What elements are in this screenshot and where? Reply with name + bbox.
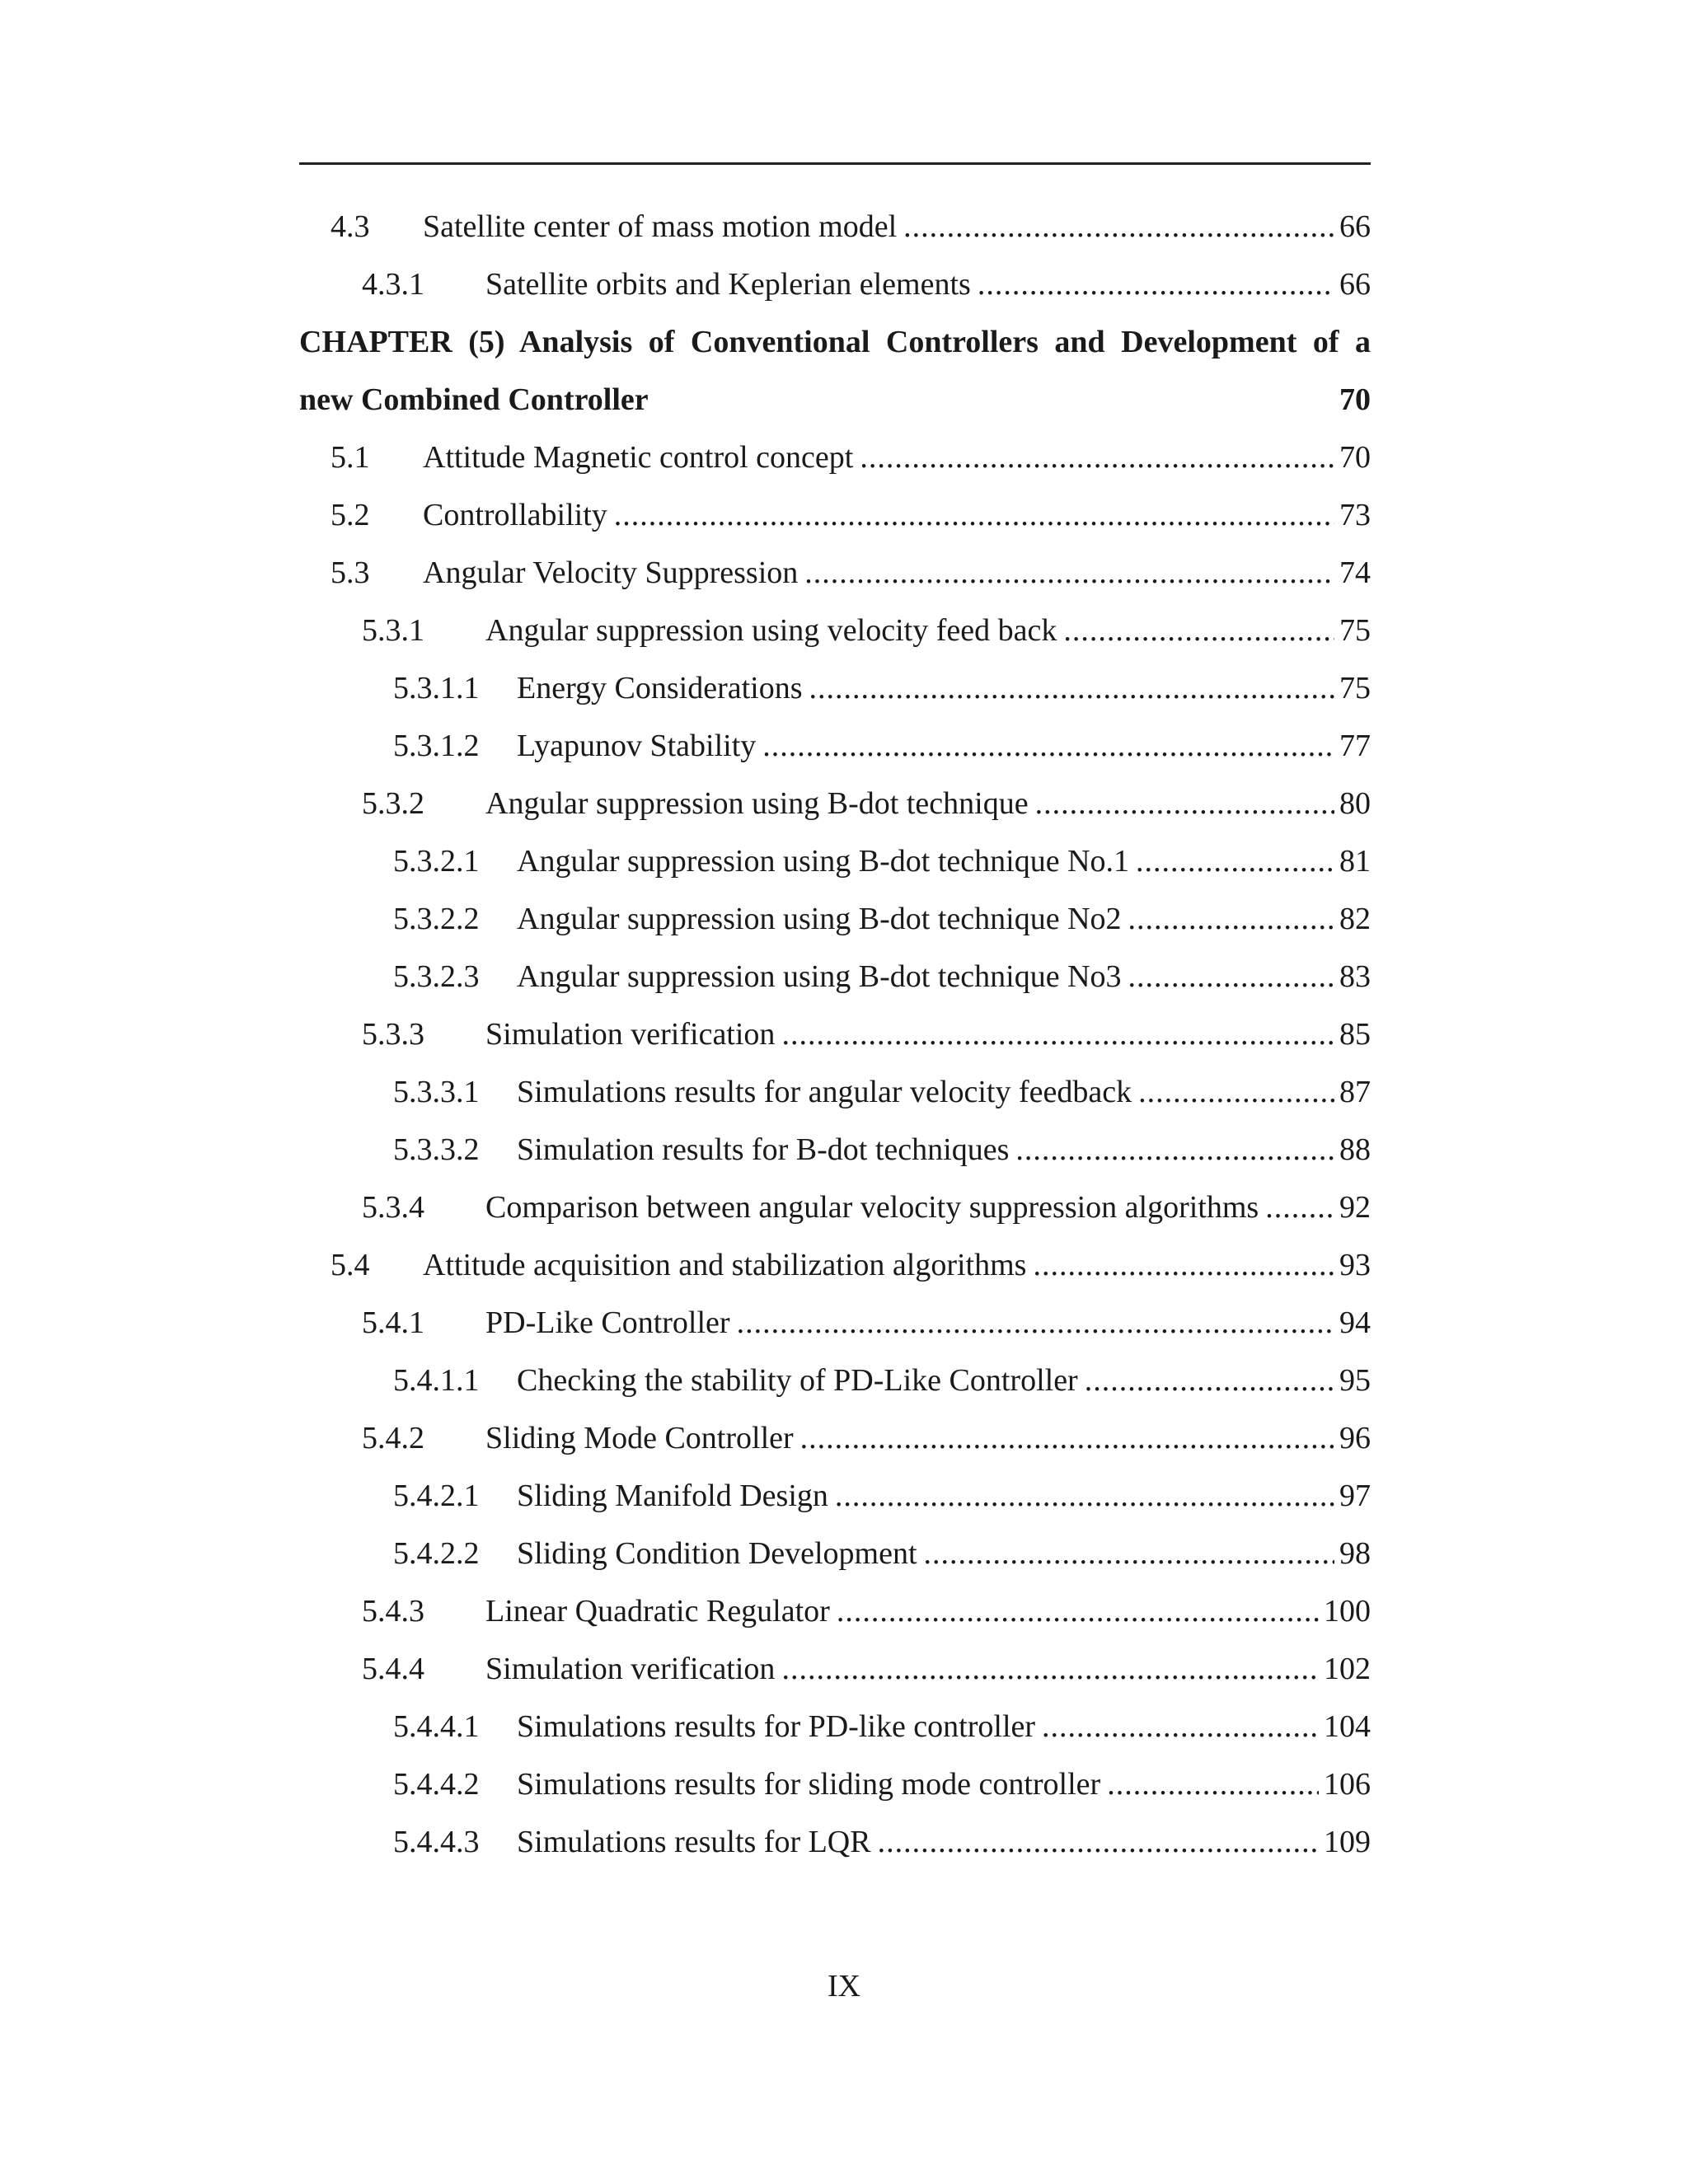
- toc-entry-page: 88: [1339, 1132, 1371, 1167]
- toc-entry-page: 66: [1339, 267, 1371, 302]
- toc-entry[interactable]: [299, 1467, 1371, 1525]
- toc-entry-page: 85: [1339, 1017, 1371, 1052]
- toc-entry-number: 5.4.3: [362, 1594, 424, 1629]
- toc-entry-title: Attitude Magnetic control concept: [423, 440, 854, 475]
- toc-entry[interactable]: [299, 659, 1371, 717]
- header-rule: [299, 162, 1371, 165]
- toc-entry[interactable]: [299, 775, 1371, 832]
- toc-entry[interactable]: [299, 1813, 1371, 1871]
- toc-dot-leader: [837, 1582, 1319, 1640]
- toc-dot-leader: [1136, 832, 1334, 890]
- toc-entry-title: Sliding Manifold Design: [517, 1479, 828, 1513]
- toc-entry-number: 5.3.3: [362, 1017, 424, 1052]
- toc-dot-leader: [1015, 1121, 1334, 1179]
- toc-entry-page: 73: [1339, 498, 1371, 532]
- toc-entry-page: 83: [1339, 959, 1371, 994]
- toc-dot-leader: [1265, 1179, 1334, 1236]
- toc-entry[interactable]: [299, 1352, 1371, 1409]
- toc-entry[interactable]: [299, 198, 1371, 255]
- toc-entry-title: Angular suppression using B-dot technique No.1: [517, 844, 1130, 879]
- toc-dot-leader: [924, 1525, 1334, 1582]
- toc-dot-leader: [1085, 1352, 1334, 1409]
- toc-entry-number: 4.3.1: [362, 267, 424, 302]
- toc-entry[interactable]: [299, 832, 1371, 890]
- toc-entry[interactable]: [299, 1294, 1371, 1352]
- toc-dot-leader: [1035, 775, 1334, 832]
- toc-entry-number: 5.4.1.1: [393, 1363, 480, 1398]
- toc-entry-page: 77: [1339, 729, 1371, 763]
- toc-entry-title: Sliding Condition Development: [517, 1536, 917, 1571]
- chapter-heading-title: new Combined Controller: [299, 382, 649, 417]
- toc-entry-number: 5.4.4.1: [393, 1709, 480, 1744]
- toc-dot-leader: [800, 1409, 1334, 1467]
- toc-entry[interactable]: [299, 544, 1371, 602]
- toc-entry-page: 104: [1324, 1709, 1371, 1744]
- toc-entry-title: Linear Quadratic Regulator: [485, 1594, 830, 1629]
- toc-entry-title: Satellite center of mass motion model: [423, 209, 898, 244]
- toc-entry[interactable]: [299, 717, 1371, 775]
- toc-dot-leader: [804, 544, 1334, 602]
- toc-dot-leader: [781, 1640, 1319, 1698]
- toc-dot-leader: [781, 1005, 1334, 1063]
- toc-entry-number: 5.3.1.1: [393, 671, 480, 705]
- toc-entry[interactable]: [299, 602, 1371, 659]
- toc-entry-number: 5.2: [331, 498, 370, 532]
- toc-dot-leader: [1138, 1063, 1334, 1121]
- toc-entry-number: 5.4.2: [362, 1421, 424, 1455]
- toc-dot-leader: [614, 486, 1334, 544]
- toc-section-chapter-4: [299, 198, 1371, 313]
- toc-entry-page: 93: [1339, 1248, 1371, 1282]
- chapter-heading-line-1: CHAPTER (5) Analysis of Conventional Controllers and Development of a: [299, 325, 1371, 359]
- toc-entry-number: 5.4.2.1: [393, 1479, 480, 1513]
- toc-entry-title: Energy Considerations: [517, 671, 803, 705]
- toc-entry[interactable]: [299, 1236, 1371, 1294]
- toc-entry-title: Checking the stability of PD-Like Controller: [517, 1363, 1078, 1398]
- toc-entry[interactable]: [299, 429, 1371, 486]
- toc-entry-number: 5.1: [331, 440, 370, 475]
- toc-entry-page: 70: [1339, 440, 1371, 475]
- toc-entry-number: 5.3.4: [362, 1190, 424, 1225]
- toc-entry-page: 106: [1324, 1767, 1371, 1802]
- toc-entry-number: 5.3.3.2: [393, 1132, 480, 1167]
- toc-entry-number: 5.3.1: [362, 613, 424, 648]
- toc-entry-page: 75: [1339, 613, 1371, 648]
- toc-entry-title: Angular suppression using B-dot technique: [485, 786, 1029, 821]
- toc-entry-title: Angular suppression using B-dot technique No3: [517, 959, 1122, 994]
- chapter-heading[interactable]: [299, 313, 1371, 429]
- toc-entry-page: 74: [1339, 555, 1371, 590]
- toc-dot-leader: [762, 717, 1334, 775]
- toc-entry-number: 5.4.2.2: [393, 1536, 480, 1571]
- toc-entry-title: PD-Like Controller: [485, 1305, 730, 1340]
- toc-entry-title: Simulation results for B-dot techniques: [517, 1132, 1010, 1167]
- toc-entry-page: 92: [1339, 1190, 1371, 1225]
- chapter-heading-line-2: [299, 371, 1371, 429]
- toc-entry-number: 5.3.2: [362, 786, 424, 821]
- toc-entry[interactable]: [299, 1063, 1371, 1121]
- toc-entry-number: 5.3: [331, 555, 370, 590]
- toc-dot-leader: [1128, 948, 1334, 1005]
- toc-entry-page: 96: [1339, 1421, 1371, 1455]
- toc-entry-page: 98: [1339, 1536, 1371, 1571]
- toc-entry[interactable]: [299, 1179, 1371, 1236]
- toc-entry-page: 95: [1339, 1363, 1371, 1398]
- toc-dot-leader: [835, 1467, 1334, 1525]
- toc-dot-leader: [1128, 890, 1334, 948]
- toc-entry-page: 94: [1339, 1305, 1371, 1340]
- toc-entry-number: 5.3.2.2: [393, 902, 480, 936]
- toc-entry-number: 4.3: [331, 209, 370, 244]
- toc-entry-title: Satellite orbits and Keplerian elements: [485, 267, 971, 302]
- toc-entry[interactable]: [299, 890, 1371, 948]
- toc-entry[interactable]: [299, 1121, 1371, 1179]
- toc-entry[interactable]: [299, 1409, 1371, 1467]
- toc-entry-number: 5.4.1: [362, 1305, 424, 1340]
- toc-entry-number: 5.4.4.2: [393, 1767, 480, 1802]
- toc-entry-title: Simulations results for PD-like controller: [517, 1709, 1036, 1744]
- toc-entry[interactable]: [299, 1582, 1371, 1640]
- toc-entry-number: 5.4.4: [362, 1652, 424, 1686]
- toc-entry-title: Angular suppression using velocity feed back: [485, 613, 1057, 648]
- toc-dot-leader: [1107, 1755, 1319, 1813]
- toc-entry-title: Attitude acquisition and stabilization algorithms: [423, 1248, 1027, 1282]
- toc-section-chapter-5: [299, 429, 1371, 1871]
- toc-entry[interactable]: [299, 1005, 1371, 1063]
- toc-entry-page: 66: [1339, 209, 1371, 244]
- toc-dot-leader: [978, 255, 1334, 313]
- toc-entry-title: Controllability: [423, 498, 607, 532]
- toc-dot-leader: [809, 659, 1334, 717]
- toc-entry-number: 5.3.2.3: [393, 959, 480, 994]
- toc-entry-number: 5.3.3.1: [393, 1075, 480, 1109]
- toc-entry-page: 97: [1339, 1479, 1371, 1513]
- toc-entry[interactable]: [299, 255, 1371, 313]
- toc-entry[interactable]: [299, 948, 1371, 1005]
- toc-entry-title: Simulation verification: [485, 1652, 776, 1686]
- toc-entry-number: 5.3.2.1: [393, 844, 480, 879]
- toc-dot-leader: [903, 198, 1334, 255]
- toc-dot-leader: [737, 1294, 1334, 1352]
- toc-entry[interactable]: [299, 1755, 1371, 1813]
- toc-entry-page: 87: [1339, 1075, 1371, 1109]
- footer-page-number: IX: [827, 1969, 861, 2004]
- toc-entry-title: Simulation verification: [485, 1017, 776, 1052]
- toc-dot-leader: [878, 1813, 1319, 1871]
- toc-entry-title: Simulations results for LQR: [517, 1825, 871, 1859]
- toc-entry[interactable]: [299, 1525, 1371, 1582]
- toc-dot-leader: [1033, 1236, 1334, 1294]
- toc-entry-title: Simulations results for sliding mode controller: [517, 1767, 1101, 1802]
- toc-entry-title: Lyapunov Stability: [517, 729, 757, 763]
- toc-entry-page: 109: [1324, 1825, 1371, 1859]
- toc-dot-leader: [1042, 1698, 1319, 1755]
- toc-entry-title: Sliding Mode Controller: [485, 1421, 794, 1455]
- table-of-contents: [299, 198, 1371, 1871]
- toc-entry-page: 80: [1339, 786, 1371, 821]
- toc-entry-title: Angular Velocity Suppression: [423, 555, 799, 590]
- toc-dot-leader: [1063, 602, 1334, 659]
- toc-entry-page: 82: [1339, 902, 1371, 936]
- chapter-heading-page: 70: [1339, 382, 1371, 417]
- toc-entry-title: Comparison between angular velocity suppression algorithms: [485, 1190, 1259, 1225]
- toc-entry-number: 5.4.4.3: [393, 1825, 480, 1859]
- toc-entry-title: Simulations results for angular velocity feedback: [517, 1075, 1132, 1109]
- toc-entry[interactable]: [299, 486, 1371, 544]
- toc-entry[interactable]: [299, 1698, 1371, 1755]
- toc-entry-page: 81: [1339, 844, 1371, 879]
- toc-entry-page: 75: [1339, 671, 1371, 705]
- toc-entry-page: 102: [1324, 1652, 1371, 1686]
- toc-entry[interactable]: [299, 1640, 1371, 1698]
- toc-entry-number: 5.4: [331, 1248, 370, 1282]
- toc-dot-leader: [860, 429, 1334, 486]
- toc-entry-number: 5.3.1.2: [393, 729, 480, 763]
- toc-entry-title: Angular suppression using B-dot technique No2: [517, 902, 1122, 936]
- toc-entry-page: 100: [1324, 1594, 1371, 1629]
